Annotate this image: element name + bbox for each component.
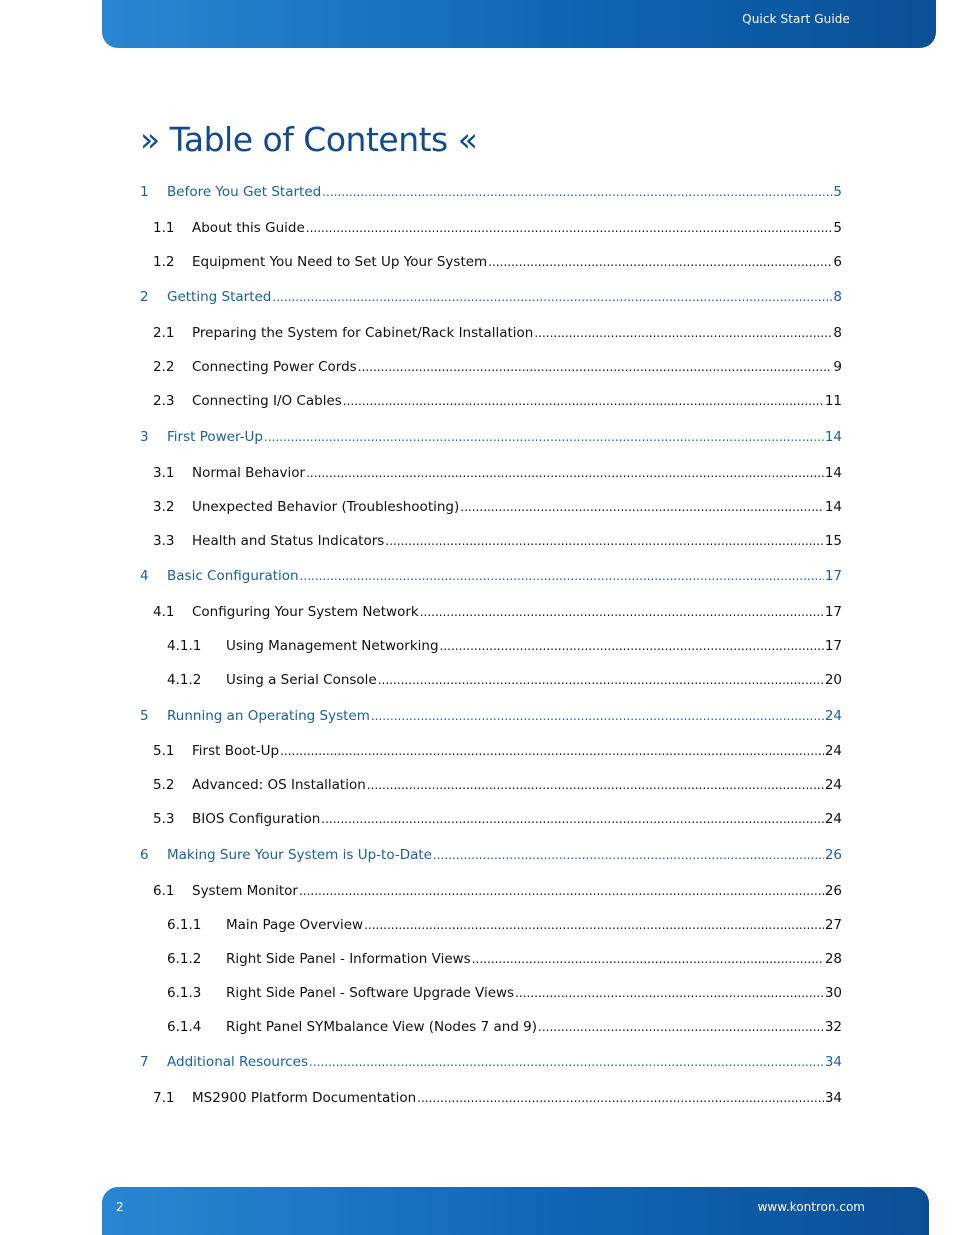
toc-entry-number: 2 (140, 289, 149, 305)
toc-entry-title: Using a Serial Console (226, 672, 377, 688)
toc-dot-leader (538, 1018, 824, 1036)
toc-entry[interactable] (140, 324, 842, 342)
toc-entry-number: 3.3 (153, 533, 175, 549)
toc-heading: » Table of Contents « (140, 120, 478, 159)
toc-dot-leader (322, 183, 832, 201)
toc-entry-link[interactable] (192, 810, 842, 828)
toc-dot-leader (321, 810, 824, 828)
toc-entry-number: 7.1 (153, 1090, 175, 1106)
toc-entry-page: 17 (824, 604, 842, 620)
toc-dot-leader (300, 567, 824, 585)
toc-entry-page: 27 (824, 917, 842, 933)
toc-entry-number: 1 (140, 184, 149, 200)
toc-dot-leader (306, 464, 824, 482)
toc-dot-leader (417, 1089, 824, 1107)
toc-entry-number: 4 (140, 568, 149, 584)
toc-entry-title: Preparing the System for Cabinet/Rack Installation (192, 325, 534, 341)
toc-dot-leader (367, 776, 824, 794)
toc-entry[interactable] (140, 392, 842, 410)
toc-entry-page: 6 (833, 254, 842, 270)
toc-entry-number: 5.2 (153, 777, 175, 793)
toc-entry-link[interactable] (167, 1053, 842, 1071)
toc-entry-title: Unexpected Behavior (Troubleshooting) (192, 499, 460, 515)
header-title: Quick Start Guide (742, 12, 850, 26)
toc-entry-title: System Monitor (192, 883, 298, 899)
toc-dot-leader (309, 1053, 824, 1071)
toc-entry-page: 11 (824, 393, 842, 409)
toc-entry[interactable] (140, 288, 842, 306)
toc-dot-leader (433, 846, 824, 864)
toc-dot-leader (385, 532, 824, 550)
toc-entry-link[interactable] (192, 358, 842, 376)
toc-entry[interactable] (140, 358, 842, 376)
toc-entry[interactable] (140, 984, 842, 1002)
toc-entry-link[interactable] (192, 392, 842, 410)
toc-dot-leader (272, 288, 832, 306)
toc-entry-title: Health and Status Indicators (192, 533, 385, 549)
toc-entry-title: Right Side Panel - Information Views (226, 951, 471, 967)
toc-entry-number: 2.2 (153, 359, 175, 375)
toc-entry-link[interactable] (192, 464, 842, 482)
footer-bar (102, 1187, 929, 1235)
toc-entry[interactable] (140, 776, 842, 794)
toc-entry[interactable] (140, 742, 842, 760)
toc-dot-leader (534, 324, 832, 342)
toc-entry-page: 24 (824, 811, 842, 827)
toc-entry-link[interactable] (167, 846, 842, 864)
toc-dot-leader (440, 637, 824, 655)
toc-entry-number: 4.1.1 (167, 638, 202, 654)
toc-entry-link[interactable] (167, 183, 842, 201)
toc-entry-link[interactable] (192, 603, 842, 621)
toc-entry-page: 24 (824, 743, 842, 759)
toc-entry[interactable] (140, 1089, 842, 1107)
toc-entry[interactable] (140, 428, 842, 446)
footer-url[interactable]: www.kontron.com (757, 1200, 865, 1214)
toc-entry-number: 4.1 (153, 604, 175, 620)
toc-dot-leader (420, 603, 824, 621)
toc-entry[interactable] (140, 882, 842, 900)
toc-entry-link[interactable] (226, 637, 842, 655)
toc-entry-title: Connecting I/O Cables (192, 393, 342, 409)
toc-entry[interactable] (140, 464, 842, 482)
toc-entry-page: 9 (833, 359, 842, 375)
toc-entry[interactable] (140, 498, 842, 516)
toc-entry-page: 5 (833, 184, 842, 200)
toc-entry-title: Connecting Power Cords (192, 359, 357, 375)
toc-entry[interactable] (140, 1018, 842, 1036)
footer-page-number: 2 (116, 1200, 124, 1214)
toc-entry-number: 5.3 (153, 811, 175, 827)
toc-entry[interactable] (140, 603, 842, 621)
toc-entry-title: Main Page Overview (226, 917, 364, 933)
toc-entry-page: 14 (824, 465, 842, 481)
toc-entry-number: 6.1.4 (167, 1019, 202, 1035)
toc-entry[interactable] (140, 1053, 842, 1071)
toc-entry-title: Right Side Panel - Software Upgrade Views (226, 985, 515, 1001)
toc-entry-title: Basic Configuration (167, 568, 299, 584)
toc-dot-leader (472, 950, 824, 968)
toc-entry[interactable] (140, 567, 842, 585)
toc-entry-title: Advanced: OS Installation (192, 777, 366, 793)
toc-entry-page: 28 (824, 951, 842, 967)
toc-entry-link[interactable] (192, 253, 842, 271)
toc-entry-page: 8 (833, 325, 842, 341)
toc-entry-title: Running an Operating System (167, 708, 370, 724)
toc-entry-page: 34 (824, 1054, 842, 1070)
toc-entry-page: 5 (833, 220, 842, 236)
toc-entry[interactable] (140, 671, 842, 689)
toc-entry-page: 20 (824, 672, 842, 688)
toc-entry-link[interactable] (192, 324, 842, 342)
toc-entry-link[interactable] (192, 532, 842, 550)
toc-entry-title: Normal Behavior (192, 465, 306, 481)
toc-entry-link[interactable] (226, 671, 842, 689)
toc-entry-page: 26 (824, 847, 842, 863)
toc-entry-page: 26 (824, 883, 842, 899)
toc-entry[interactable] (140, 846, 842, 864)
toc-entry-title: First Power-Up (167, 429, 263, 445)
toc-entry-title: Additional Resources (167, 1054, 309, 1070)
toc-entry-link[interactable] (226, 950, 842, 968)
toc-entry-title: Making Sure Your System is Up-to-Date (167, 847, 432, 863)
toc-entry[interactable] (140, 707, 842, 725)
toc-entry-title: First Boot-Up (192, 743, 280, 759)
toc-dot-leader (371, 707, 824, 725)
toc-dot-leader (299, 882, 824, 900)
toc-dot-leader (515, 984, 824, 1002)
toc-entry-number: 7 (140, 1054, 149, 1070)
toc-entry-title: BIOS Configuration (192, 811, 321, 827)
toc-entry-number: 6.1.2 (167, 951, 202, 967)
toc-entry-title: Equipment You Need to Set Up Your System (192, 254, 488, 270)
toc-entry-link[interactable] (167, 428, 842, 446)
toc-entry-page: 17 (824, 638, 842, 654)
toc-entry-number: 6 (140, 847, 149, 863)
toc-entry-link[interactable] (192, 742, 842, 760)
toc-entry-page: 15 (824, 533, 842, 549)
toc-dot-leader (306, 219, 833, 237)
toc-entry-number: 2.3 (153, 393, 175, 409)
toc-entry-link[interactable] (226, 1018, 842, 1036)
toc-entry-page: 17 (824, 568, 842, 584)
toc-entry[interactable] (140, 637, 842, 655)
toc-entry[interactable] (140, 253, 842, 271)
toc-entry-link[interactable] (226, 916, 842, 934)
toc-dot-leader (378, 671, 824, 689)
toc-entry[interactable] (140, 532, 842, 550)
toc-entry-page: 24 (824, 777, 842, 793)
toc-entry-page: 14 (824, 429, 842, 445)
toc-entry-number: 6.1.1 (167, 917, 202, 933)
toc-entry-link[interactable] (192, 219, 842, 237)
toc-dot-leader (364, 916, 824, 934)
toc-entry-title: Configuring Your System Network (192, 604, 419, 620)
toc-entry-page: 8 (833, 289, 842, 305)
toc-entry-page: 34 (824, 1090, 842, 1106)
toc-entry-page: 32 (824, 1019, 842, 1035)
toc-entry-number: 1.2 (153, 254, 175, 270)
toc-entry-page: 30 (824, 985, 842, 1001)
toc-entry-title: About this Guide (192, 220, 305, 236)
toc-entry-link[interactable] (192, 776, 842, 794)
toc-entry-link[interactable] (192, 1089, 842, 1107)
toc-entry-number: 4.1.2 (167, 672, 202, 688)
toc-entry[interactable] (140, 950, 842, 968)
toc-entry-number: 1.1 (153, 220, 175, 236)
toc-dot-leader (358, 358, 833, 376)
toc-dot-leader (460, 498, 824, 516)
toc-dot-leader (280, 742, 824, 760)
toc-dot-leader (343, 392, 824, 410)
toc-entry-link[interactable] (167, 288, 842, 306)
toc-dot-leader (488, 253, 832, 271)
toc-entry-number: 6.1 (153, 883, 175, 899)
toc-entry-link[interactable] (226, 984, 842, 1002)
toc-dot-leader (264, 428, 824, 446)
toc-entry-number: 3.1 (153, 465, 175, 481)
toc-entry-number: 3.2 (153, 499, 175, 515)
toc-entry-number: 5 (140, 708, 149, 724)
toc-entry[interactable] (140, 916, 842, 934)
toc-entry-link[interactable] (167, 707, 842, 725)
toc-entry-number: 5.1 (153, 743, 175, 759)
toc-entry[interactable] (140, 219, 842, 237)
toc-entry-title: Getting Started (167, 289, 272, 305)
toc-entry-title: Before You Get Started (167, 184, 322, 200)
toc-entry-page: 24 (824, 708, 842, 724)
toc-entry[interactable] (140, 183, 842, 201)
toc-entry-number: 2.1 (153, 325, 175, 341)
toc-entry-title: Right Panel SYMbalance View (Nodes 7 and 9) (226, 1019, 538, 1035)
toc-entry-link[interactable] (192, 882, 842, 900)
toc-entry-page: 14 (824, 499, 842, 515)
toc-entry-number: 6.1.3 (167, 985, 202, 1001)
toc-entry-title: MS2900 Platform Documentation (192, 1090, 417, 1106)
toc-entry-link[interactable] (192, 498, 842, 516)
toc-entry-title: Using Management Networking (226, 638, 439, 654)
toc-entry-number: 3 (140, 429, 149, 445)
toc-entry[interactable] (140, 810, 842, 828)
toc-entry-link[interactable] (167, 567, 842, 585)
